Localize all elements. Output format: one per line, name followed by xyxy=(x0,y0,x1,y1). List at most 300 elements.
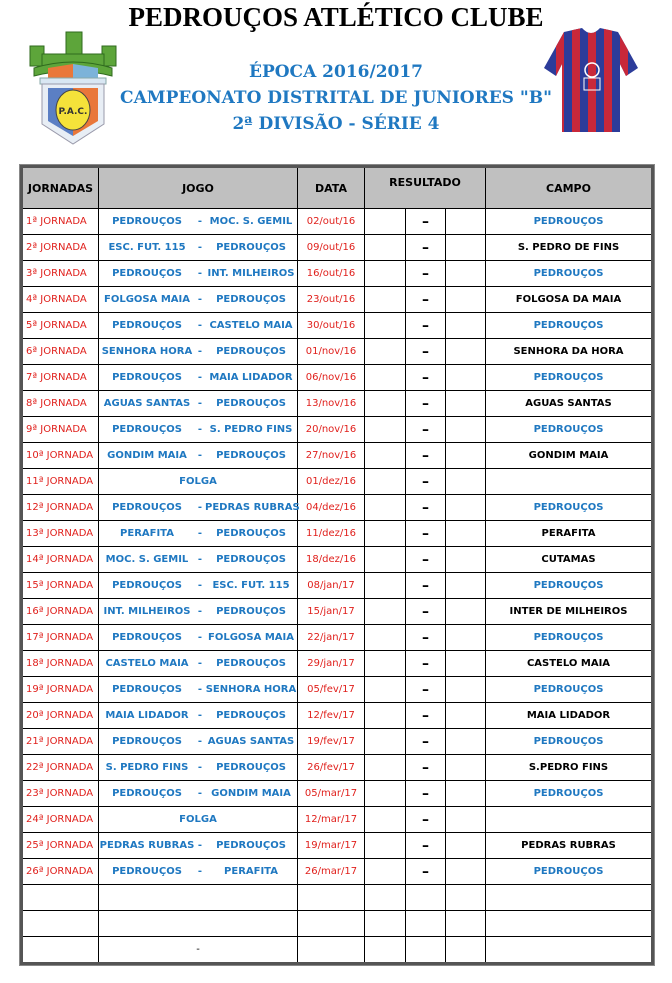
vs-separator: - xyxy=(197,684,203,695)
jornada-cell: 7ª JORNADA xyxy=(22,365,99,391)
home-team: PERAFITA xyxy=(120,528,174,539)
jornada-cell: 6ª JORNADA xyxy=(22,339,99,365)
venue-cell: PEDROUÇOS xyxy=(486,417,653,443)
away-team: PEDROUÇOS xyxy=(216,294,286,305)
home-score-cell xyxy=(365,339,406,365)
home-score-cell xyxy=(365,287,406,313)
home-score-cell xyxy=(365,807,406,833)
away-team: PERAFITA xyxy=(224,866,278,877)
result-separator: – xyxy=(406,729,446,755)
home-team: PEDROUÇOS xyxy=(112,502,182,513)
game-cell xyxy=(99,443,298,469)
away-score-cell xyxy=(446,885,486,911)
home-team: SENHORA HORA xyxy=(101,346,193,357)
game-cell xyxy=(99,417,298,443)
date-cell: 02/out/16 xyxy=(298,209,365,235)
jornada-cell: 4ª JORNADA xyxy=(22,287,99,313)
folga-label: FOLGA xyxy=(179,814,217,825)
home-score-cell xyxy=(365,911,406,937)
jornada-cell: 26ª JORNADA xyxy=(22,859,99,885)
date-cell xyxy=(298,885,365,911)
vs-separator: - xyxy=(197,346,203,357)
result-separator: – xyxy=(406,417,446,443)
away-team: INT. MILHEIROS xyxy=(207,268,295,279)
venue-cell xyxy=(486,885,653,911)
date-cell: 26/fev/17 xyxy=(298,755,365,781)
game-cell xyxy=(99,521,298,547)
vs-separator: - xyxy=(197,242,203,253)
away-team: GONDIM MAIA xyxy=(211,788,291,799)
home-team: GONDIM MAIA xyxy=(107,450,187,461)
venue-cell: SENHORA DA HORA xyxy=(486,339,653,365)
jornada-cell: 10ª JORNADA xyxy=(22,443,99,469)
away-team: MOC. S. GEMIL xyxy=(209,216,293,227)
jornada-cell: 3ª JORNADA xyxy=(22,261,99,287)
game-cell xyxy=(99,339,298,365)
home-score-cell xyxy=(365,703,406,729)
home-team: PEDROUÇOS xyxy=(112,866,182,877)
result-separator: – xyxy=(406,651,446,677)
result-separator: – xyxy=(406,287,446,313)
home-team: PEDROUÇOS xyxy=(112,632,182,643)
away-team: MAIA LIDADOR xyxy=(209,372,293,383)
away-score-cell xyxy=(446,833,486,859)
away-score-cell xyxy=(446,521,486,547)
away-score-cell xyxy=(446,651,486,677)
jornada-cell: 16ª JORNADA xyxy=(22,599,99,625)
date-cell: 05/mar/17 xyxy=(298,781,365,807)
game-cell xyxy=(99,573,298,599)
home-score-cell xyxy=(365,495,406,521)
jornada-cell: 13ª JORNADA xyxy=(22,521,99,547)
jornada-cell: 25ª JORNADA xyxy=(22,833,99,859)
jornada-cell: 20ª JORNADA xyxy=(22,703,99,729)
home-team: PEDRAS RUBRAS xyxy=(99,840,195,851)
date-cell: 27/nov/16 xyxy=(298,443,365,469)
away-score-cell xyxy=(446,573,486,599)
game-cell xyxy=(99,833,298,859)
vs-separator: - xyxy=(197,424,203,435)
game-cell xyxy=(99,755,298,781)
vs-separator: - xyxy=(197,788,203,799)
game-cell xyxy=(99,807,298,833)
table-row xyxy=(22,469,653,495)
season-label: ÉPOCA 2016/2017 xyxy=(248,62,424,82)
col-data: DATA xyxy=(298,167,365,209)
date-cell: 20/nov/16 xyxy=(298,417,365,443)
game-cell xyxy=(99,287,298,313)
game-cell xyxy=(99,547,298,573)
away-team: PEDROUÇOS xyxy=(216,346,286,357)
result-separator xyxy=(406,911,446,937)
date-cell: 08/jan/17 xyxy=(298,573,365,599)
home-score-cell xyxy=(365,365,406,391)
table-row xyxy=(22,235,653,261)
game-cell xyxy=(99,365,298,391)
jornada-cell: 1ª JORNADA xyxy=(22,209,99,235)
away-score-cell xyxy=(446,443,486,469)
result-separator: – xyxy=(406,235,446,261)
venue-cell: PEDROUÇOS xyxy=(486,781,653,807)
date-cell: 29/jan/17 xyxy=(298,651,365,677)
table-row xyxy=(22,521,653,547)
table-row xyxy=(22,807,653,833)
home-score-cell xyxy=(365,859,406,885)
date-cell: 15/jan/17 xyxy=(298,599,365,625)
away-score-cell xyxy=(446,313,486,339)
table-row xyxy=(22,677,653,703)
venue-cell: INTER DE MILHEIROS xyxy=(486,599,653,625)
jornada-cell: 23ª JORNADA xyxy=(22,781,99,807)
home-score-cell xyxy=(365,209,406,235)
home-team: FOLGOSA MAIA xyxy=(104,294,190,305)
vs-separator: - xyxy=(197,502,203,513)
home-team: PEDROUÇOS xyxy=(112,268,182,279)
away-team: PEDROUÇOS xyxy=(216,606,286,617)
venue-cell: PEDROUÇOS xyxy=(486,495,653,521)
home-score-cell xyxy=(365,651,406,677)
result-separator: – xyxy=(406,859,446,885)
venue-cell: PEDROUÇOS xyxy=(486,729,653,755)
away-score-cell xyxy=(446,859,486,885)
game-cell xyxy=(99,703,298,729)
away-team: PEDROUÇOS xyxy=(216,840,286,851)
venue-cell xyxy=(486,911,653,937)
venue-cell: CUTAMAS xyxy=(486,547,653,573)
game-cell: - xyxy=(99,937,298,964)
home-team: S. PEDRO FINS xyxy=(105,762,189,773)
result-separator: – xyxy=(406,339,446,365)
home-team: ESC. FUT. 115 xyxy=(108,242,186,253)
table-row xyxy=(22,599,653,625)
table-row xyxy=(22,573,653,599)
venue-cell: PEDROUÇOS xyxy=(486,209,653,235)
col-resultado: RESULTADO xyxy=(365,167,486,209)
vs-separator: - xyxy=(197,554,203,565)
club-title: PEDROUÇOS ATLÉTICO CLUBE xyxy=(128,2,544,32)
venue-cell: AGUAS SANTAS xyxy=(486,391,653,417)
date-cell: 13/nov/16 xyxy=(298,391,365,417)
away-score-cell xyxy=(446,547,486,573)
game-cell xyxy=(99,625,298,651)
result-separator: – xyxy=(406,625,446,651)
home-score-cell xyxy=(365,313,406,339)
vs-separator: - xyxy=(197,450,203,461)
game-cell xyxy=(99,313,298,339)
home-team: MOC. S. GEMIL xyxy=(105,554,189,565)
jornada-cell: 19ª JORNADA xyxy=(22,677,99,703)
vs-separator: - xyxy=(197,632,203,643)
away-team: FOLGOSA MAIA xyxy=(208,632,294,643)
col-jornadas: JORNADAS xyxy=(22,167,99,209)
venue-cell xyxy=(486,469,653,495)
venue-cell: PEDROUÇOS xyxy=(486,313,653,339)
home-team: PEDROUÇOS xyxy=(112,788,182,799)
result-separator: – xyxy=(406,391,446,417)
away-team: SENHORA HORA xyxy=(205,684,297,695)
date-cell: 26/mar/17 xyxy=(298,859,365,885)
away-score-cell xyxy=(446,677,486,703)
fixtures-table xyxy=(20,165,654,965)
venue-cell: PEDROUÇOS xyxy=(486,677,653,703)
date-cell: 12/mar/17 xyxy=(298,807,365,833)
vs-separator: - xyxy=(197,736,203,747)
away-score-cell xyxy=(446,755,486,781)
game-cell xyxy=(99,599,298,625)
date-cell: 19/mar/17 xyxy=(298,833,365,859)
result-separator: – xyxy=(406,443,446,469)
game-cell xyxy=(99,677,298,703)
home-team: PEDROUÇOS xyxy=(112,736,182,747)
home-team: PEDROUÇOS xyxy=(112,684,182,695)
table-row xyxy=(22,625,653,651)
result-separator: – xyxy=(406,261,446,287)
result-separator: – xyxy=(406,469,446,495)
table-row xyxy=(22,443,653,469)
away-score-cell xyxy=(446,495,486,521)
away-score-cell xyxy=(446,365,486,391)
result-separator: – xyxy=(406,807,446,833)
away-team: PEDROUÇOS xyxy=(216,554,286,565)
date-cell: 05/fev/17 xyxy=(298,677,365,703)
home-score-cell xyxy=(365,729,406,755)
result-separator xyxy=(406,885,446,911)
away-score-cell xyxy=(446,729,486,755)
jornada-cell: 21ª JORNADA xyxy=(22,729,99,755)
home-score-cell xyxy=(365,937,406,964)
home-score-cell xyxy=(365,885,406,911)
table-row xyxy=(22,755,653,781)
date-cell: 22/jan/17 xyxy=(298,625,365,651)
result-separator: – xyxy=(406,495,446,521)
date-cell: 01/dez/16 xyxy=(298,469,365,495)
home-team: INT. MILHEIROS xyxy=(103,606,191,617)
venue-cell: MAIA LIDADOR xyxy=(486,703,653,729)
away-score-cell xyxy=(446,781,486,807)
date-cell xyxy=(298,937,365,964)
venue-cell: PEDROUÇOS xyxy=(486,573,653,599)
home-team: CASTELO MAIA xyxy=(105,658,189,669)
away-team: PEDROUÇOS xyxy=(216,528,286,539)
table-row xyxy=(22,261,653,287)
away-score-cell xyxy=(446,391,486,417)
date-cell: 04/dez/16 xyxy=(298,495,365,521)
away-score-cell xyxy=(446,339,486,365)
vs-separator: - xyxy=(197,216,203,227)
result-separator: – xyxy=(406,313,446,339)
date-cell: 11/dez/16 xyxy=(298,521,365,547)
away-score-cell xyxy=(446,625,486,651)
jornada-cell: 18ª JORNADA xyxy=(22,651,99,677)
svg-text:P.A.C.: P.A.C. xyxy=(58,107,88,117)
result-separator: – xyxy=(406,521,446,547)
jornada-cell xyxy=(22,937,99,964)
table-row xyxy=(22,495,653,521)
table-row xyxy=(22,547,653,573)
date-cell: 12/fev/17 xyxy=(298,703,365,729)
home-team: AGUAS SANTAS xyxy=(103,398,191,409)
venue-cell: S. PEDRO DE FINS xyxy=(486,235,653,261)
jornada-cell: 2ª JORNADA xyxy=(22,235,99,261)
vs-separator: - xyxy=(197,580,203,591)
game-cell xyxy=(99,911,298,937)
away-team: PEDROUÇOS xyxy=(216,658,286,669)
table-header-row xyxy=(22,167,653,209)
home-score-cell xyxy=(365,625,406,651)
game-cell xyxy=(99,261,298,287)
venue-cell: PEDROUÇOS xyxy=(486,261,653,287)
division-label: 2ª DIVISÃO - SÉRIE 4 xyxy=(232,114,440,134)
game-cell xyxy=(99,859,298,885)
home-score-cell xyxy=(365,391,406,417)
competition-label: CAMPEONATO DISTRITAL DE JUNIORES "B" xyxy=(120,88,552,108)
table-row xyxy=(22,859,653,885)
jornada-cell: 9ª JORNADA xyxy=(22,417,99,443)
jornada-cell: 17ª JORNADA xyxy=(22,625,99,651)
venue-cell: PEDROUÇOS xyxy=(486,365,653,391)
away-score-cell xyxy=(446,599,486,625)
table-row xyxy=(22,339,653,365)
home-score-cell xyxy=(365,417,406,443)
away-score-cell xyxy=(446,209,486,235)
jornada-cell: 8ª JORNADA xyxy=(22,391,99,417)
venue-cell: GONDIM MAIA xyxy=(486,443,653,469)
away-team: ESC. FUT. 115 xyxy=(212,580,290,591)
date-cell: 30/out/16 xyxy=(298,313,365,339)
venue-cell: PEDROUÇOS xyxy=(486,859,653,885)
away-team: PEDROUÇOS xyxy=(216,242,286,253)
jornada-cell: 22ª JORNADA xyxy=(22,755,99,781)
table-row xyxy=(22,703,653,729)
folga-label: FOLGA xyxy=(179,476,217,487)
away-score-cell xyxy=(446,807,486,833)
vs-separator: - xyxy=(197,606,203,617)
date-cell: 06/nov/16 xyxy=(298,365,365,391)
date-cell: 18/dez/16 xyxy=(298,547,365,573)
table-row xyxy=(22,833,653,859)
away-team: PEDROUÇOS xyxy=(216,450,286,461)
home-team: PEDROUÇOS xyxy=(112,372,182,383)
venue-cell: PEDROUÇOS xyxy=(486,625,653,651)
game-cell xyxy=(99,391,298,417)
jornada-cell: 5ª JORNADA xyxy=(22,313,99,339)
away-team: PEDROUÇOS xyxy=(216,762,286,773)
home-team: MAIA LIDADOR xyxy=(105,710,189,721)
result-separator: – xyxy=(406,677,446,703)
table-row xyxy=(22,417,653,443)
result-separator xyxy=(406,937,446,964)
empty-row xyxy=(22,937,653,964)
game-cell xyxy=(99,885,298,911)
home-team: PEDROUÇOS xyxy=(112,216,182,227)
vs-separator: - xyxy=(197,840,203,851)
home-score-cell xyxy=(365,781,406,807)
vs-separator: - xyxy=(197,372,203,383)
venue-cell: S.PEDRO FINS xyxy=(486,755,653,781)
venue-cell: CASTELO MAIA xyxy=(486,651,653,677)
away-score-cell xyxy=(446,261,486,287)
jornada-cell: 15ª JORNADA xyxy=(22,573,99,599)
away-score-cell xyxy=(446,287,486,313)
away-score-cell xyxy=(446,937,486,964)
away-score-cell xyxy=(446,469,486,495)
game-cell xyxy=(99,651,298,677)
date-cell: 01/nov/16 xyxy=(298,339,365,365)
away-team: CASTELO MAIA xyxy=(209,320,293,331)
venue-cell: FOLGOSA DA MAIA xyxy=(486,287,653,313)
away-score-cell xyxy=(446,911,486,937)
jornada-cell xyxy=(22,885,99,911)
home-score-cell xyxy=(365,235,406,261)
result-separator: – xyxy=(406,833,446,859)
empty-row xyxy=(22,885,653,911)
vs-separator: - xyxy=(197,294,203,305)
result-separator: – xyxy=(406,209,446,235)
venue-cell xyxy=(486,937,653,964)
table-row xyxy=(22,729,653,755)
col-campo: CAMPO xyxy=(486,167,653,209)
table-row xyxy=(22,781,653,807)
away-score-cell xyxy=(446,703,486,729)
away-team: AGUAS SANTAS xyxy=(207,736,295,747)
home-score-cell xyxy=(365,599,406,625)
table-row xyxy=(22,209,653,235)
vs-separator: - xyxy=(197,866,203,877)
away-team: PEDROUÇOS xyxy=(216,398,286,409)
venue-cell xyxy=(486,807,653,833)
date-cell: 09/out/16 xyxy=(298,235,365,261)
date-cell: 23/out/16 xyxy=(298,287,365,313)
jornada-cell: 14ª JORNADA xyxy=(22,547,99,573)
home-team: PEDROUÇOS xyxy=(112,320,182,331)
table-row xyxy=(22,391,653,417)
home-score-cell xyxy=(365,677,406,703)
home-score-cell xyxy=(365,573,406,599)
vs-separator: - xyxy=(197,710,203,721)
result-separator: – xyxy=(406,573,446,599)
result-separator: – xyxy=(406,781,446,807)
home-score-cell xyxy=(365,469,406,495)
game-cell xyxy=(99,495,298,521)
vs-separator: - xyxy=(197,528,203,539)
col-jogo: JOGO xyxy=(99,167,298,209)
jornada-cell: 24ª JORNADA xyxy=(22,807,99,833)
venue-cell: PERAFITA xyxy=(486,521,653,547)
home-score-cell xyxy=(365,443,406,469)
date-cell: 16/out/16 xyxy=(298,261,365,287)
home-team: PEDROUÇOS xyxy=(112,580,182,591)
home-score-cell xyxy=(365,547,406,573)
home-score-cell xyxy=(365,521,406,547)
away-score-cell xyxy=(446,235,486,261)
result-separator: – xyxy=(406,703,446,729)
table-row xyxy=(22,365,653,391)
game-cell xyxy=(99,209,298,235)
jornada-cell: 12ª JORNADA xyxy=(22,495,99,521)
away-team: PEDRAS RUBRAS xyxy=(205,502,300,513)
empty-row xyxy=(22,911,653,937)
vs-separator: - xyxy=(197,762,203,773)
jornada-cell xyxy=(22,911,99,937)
vs-separator: - xyxy=(197,320,203,331)
date-cell: 19/fev/17 xyxy=(298,729,365,755)
home-score-cell xyxy=(365,261,406,287)
game-cell xyxy=(99,729,298,755)
result-separator: – xyxy=(406,547,446,573)
vs-separator: - xyxy=(197,658,203,669)
game-cell xyxy=(99,235,298,261)
vs-separator: - xyxy=(197,268,203,279)
